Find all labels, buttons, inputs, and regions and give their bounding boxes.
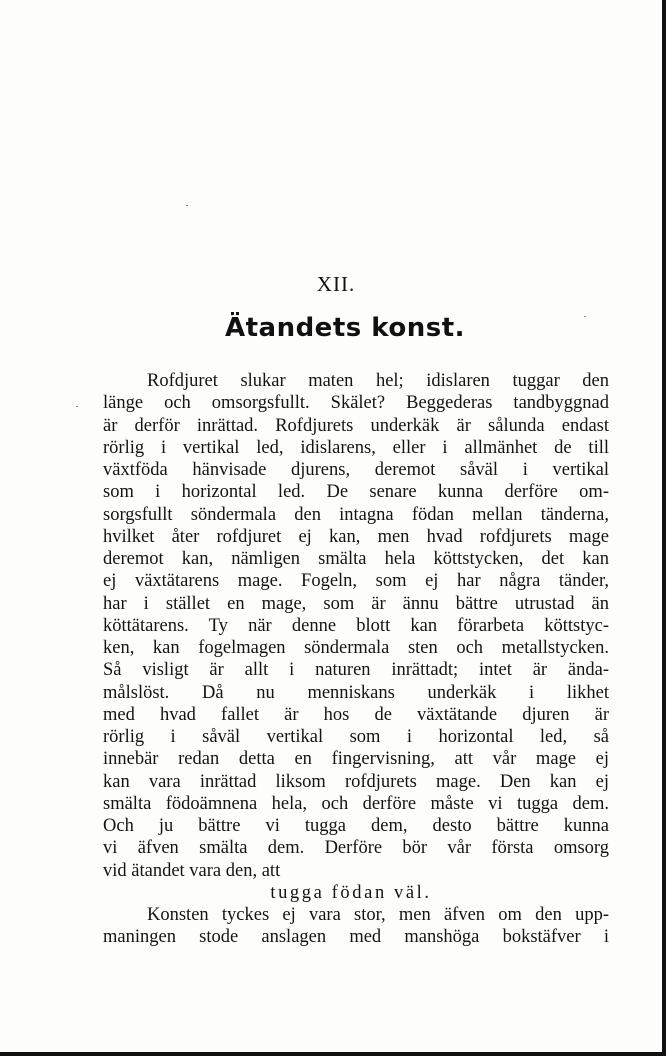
text-line: sorgsfullt söndermala den intagna födan mellan tänderna,	[103, 504, 609, 525]
chapter-title: Ätandets konst.	[224, 313, 466, 343]
paper-speck	[186, 205, 188, 206]
text-line: ken, kan fogelmagen söndermala sten och metallstycken.	[103, 638, 609, 658]
text-line: växtföda hänvisade djurens, deremot såväl i vertikal	[103, 460, 609, 480]
text-line: innebär redan detta en fingervisning, att vår mage ej	[103, 749, 609, 770]
text-line: kan vara inrättad liksom rofdjurets mage. Den kan ej	[103, 771, 609, 792]
text-line: Så visligt är allt i naturen inrättadt; intet är ända-	[103, 660, 609, 681]
text-line: har i stället en mage, som är ännu bättre utrustad än	[103, 593, 609, 614]
text-line: ej växtätarens mage. Fogeln, som ej har några tänder,	[103, 571, 609, 592]
emphasized-line: tugga födan väl.	[270, 882, 432, 903]
text-line: Och ju bättre vi tugga dem, desto bättre kunna	[103, 816, 609, 836]
chapter-number: XII.	[316, 272, 356, 296]
text-line: vi äfven smälta dem. Derföre bör vår första omsorg	[103, 838, 609, 859]
text-line: med hvad fallet är hos de växtätande djuren är	[103, 704, 609, 725]
text-line: Rofdjuret slukar maten hel; idislaren tuggar den	[147, 371, 609, 391]
text-line: vid ätandet vara den, att	[103, 860, 281, 881]
text-line: som i horizontal led. De senare kunna derföre om-	[103, 482, 609, 503]
text-line: smälta födoämnena hela, och derföre måste vi tugga dem.	[103, 793, 609, 814]
text-line: deremot kan, nämligen smälta hela köttstycken, det kan	[103, 549, 609, 569]
text-line: hvilket åter rofdjuret ej kan, men hvad rofdjurets mage	[103, 526, 609, 547]
body-text	[103, 370, 609, 949]
text-line: är derför inrättad. Rofdjurets underkäk är sålunda endast	[103, 415, 609, 436]
text-line: rörlig i vertikal led, idislarens, eller i allmänhet de till	[103, 437, 609, 458]
text-line: rörlig i såväl vertikal som i horizontal led, så	[103, 727, 609, 747]
text-line: målslöst. Då nu menniskans underkäk i likhet	[103, 682, 609, 703]
text-line: köttätarens. Ty när denne blott kan förarbeta köttstyc-	[103, 615, 609, 636]
text-line: länge och omsorgsfullt. Skälet? Beggederas tandbyggnad	[103, 393, 609, 414]
paper-speck	[76, 406, 78, 407]
text-line: maningen stode anslagen med manshöga bokstäfver i	[103, 927, 609, 948]
text-line: Konsten tyckes ej vara stor, men äfven om den upp-	[147, 905, 609, 925]
